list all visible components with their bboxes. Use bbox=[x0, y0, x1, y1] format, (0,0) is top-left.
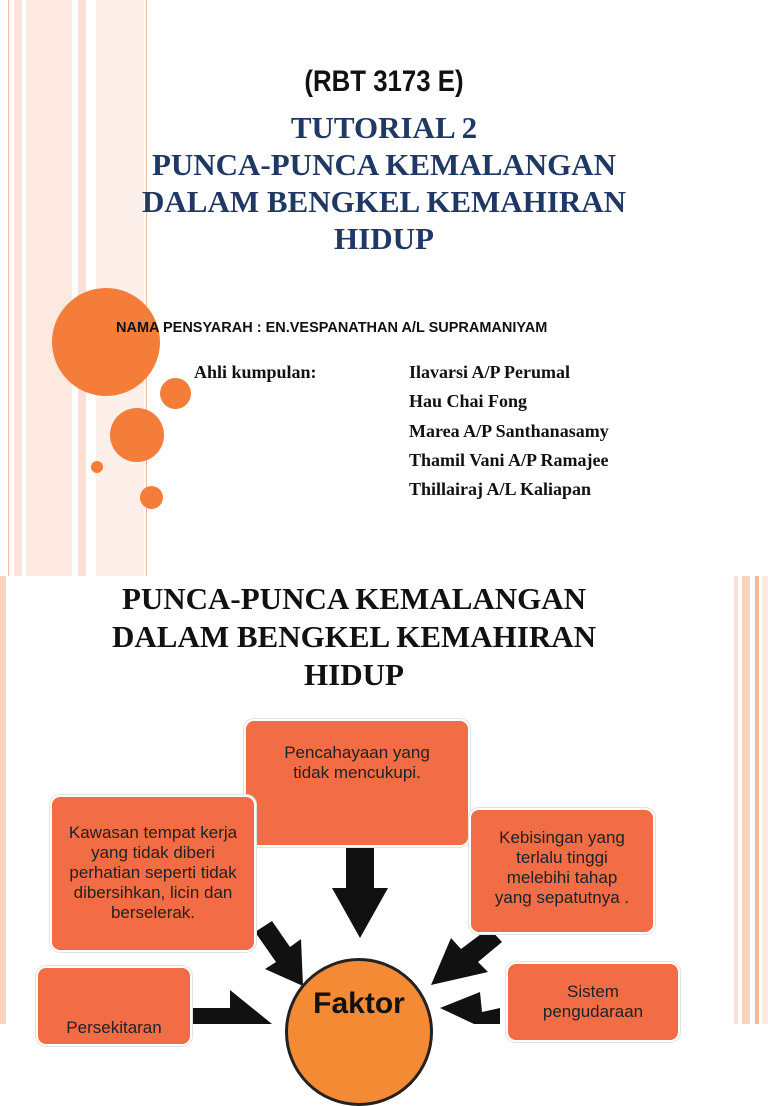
slide2-title-line-3: HIDUP bbox=[304, 657, 404, 692]
title-line-1: TUTORIAL 2 bbox=[290, 110, 478, 145]
member-name: Thamil Vani A/P Ramajee bbox=[409, 450, 609, 470]
box-text-line: yang sepatutnya . bbox=[494, 888, 630, 907]
box-text-line: Pencahayaan yang bbox=[284, 743, 430, 762]
member-name: Thillairaj A/L Kaliapan bbox=[409, 479, 592, 499]
box-text-line: terlalu tinggi bbox=[516, 848, 608, 867]
box-text-line: yang tidak diberi bbox=[91, 843, 215, 862]
right-arrow-icon bbox=[192, 990, 272, 1024]
box-text-line: melebihi tahap bbox=[506, 868, 618, 887]
cause-box-workplace bbox=[50, 795, 256, 952]
center-factor-circle bbox=[285, 958, 433, 1106]
cause-box-ventilation bbox=[506, 962, 680, 1042]
lecturer-name: NAMA PENSYARAH : EN.VESPANATHAN A/L SUPRAMANIYAM bbox=[116, 320, 548, 336]
decor-stripe bbox=[14, 0, 22, 576]
box-text-line: Kawasan tempat kerja bbox=[68, 823, 238, 842]
center-factor-label: Faktor bbox=[313, 987, 405, 1020]
decor-circle-small bbox=[160, 378, 191, 409]
slide2-title-line-1: PUNCA-PUNCA KEMALANGAN bbox=[121, 581, 587, 616]
slide2-title-line-2: DALAM BENGKEL KEMAHIRAN bbox=[112, 619, 596, 654]
box-text-line: perhatian seperti tidak bbox=[69, 863, 237, 882]
down-arrow-icon bbox=[332, 847, 388, 938]
members-label: Ahli kumpulan: bbox=[194, 362, 317, 382]
box-text-line: Sistem bbox=[567, 982, 619, 1001]
title-line-3: DALAM BENGKEL KEMAHIRAN bbox=[142, 184, 626, 219]
box-text-line: pengudaraan bbox=[542, 1002, 644, 1021]
decor-circle-tiny bbox=[91, 461, 103, 473]
cause-box-noise bbox=[469, 808, 655, 934]
member-name: Marea A/P Santhanasamy bbox=[409, 421, 609, 441]
course-code: (RBT 3173 E) bbox=[304, 65, 464, 98]
decor-circle-medium bbox=[110, 408, 164, 462]
title-line-4: HIDUP bbox=[334, 221, 434, 256]
decor-circle-large bbox=[52, 288, 160, 396]
box-text-line: tidak mencukupi. bbox=[293, 763, 421, 782]
left-arrow-icon bbox=[440, 992, 500, 1024]
member-name: Ilavarsi A/P Perumal bbox=[409, 362, 570, 382]
diagonal-arrow-icon bbox=[431, 928, 502, 985]
box-text-line: Kebisingan yang bbox=[499, 828, 625, 847]
box-text-line: Persekitaran bbox=[66, 1018, 162, 1037]
decor-circle-small bbox=[140, 486, 163, 509]
cause-box-environment bbox=[36, 966, 192, 1046]
box-text-line: dibersihkan, licin dan bbox=[73, 883, 233, 902]
box-text-line: berselerak. bbox=[110, 903, 196, 922]
diagonal-arrow-icon bbox=[255, 921, 303, 986]
title-line-2: PUNCA-PUNCA KEMALANGAN bbox=[151, 147, 617, 182]
content-slide bbox=[0, 576, 768, 1037]
cause-box-lighting bbox=[244, 719, 470, 847]
member-name: Hau Chai Fong bbox=[409, 391, 528, 411]
decor-stripe bbox=[8, 0, 9, 576]
